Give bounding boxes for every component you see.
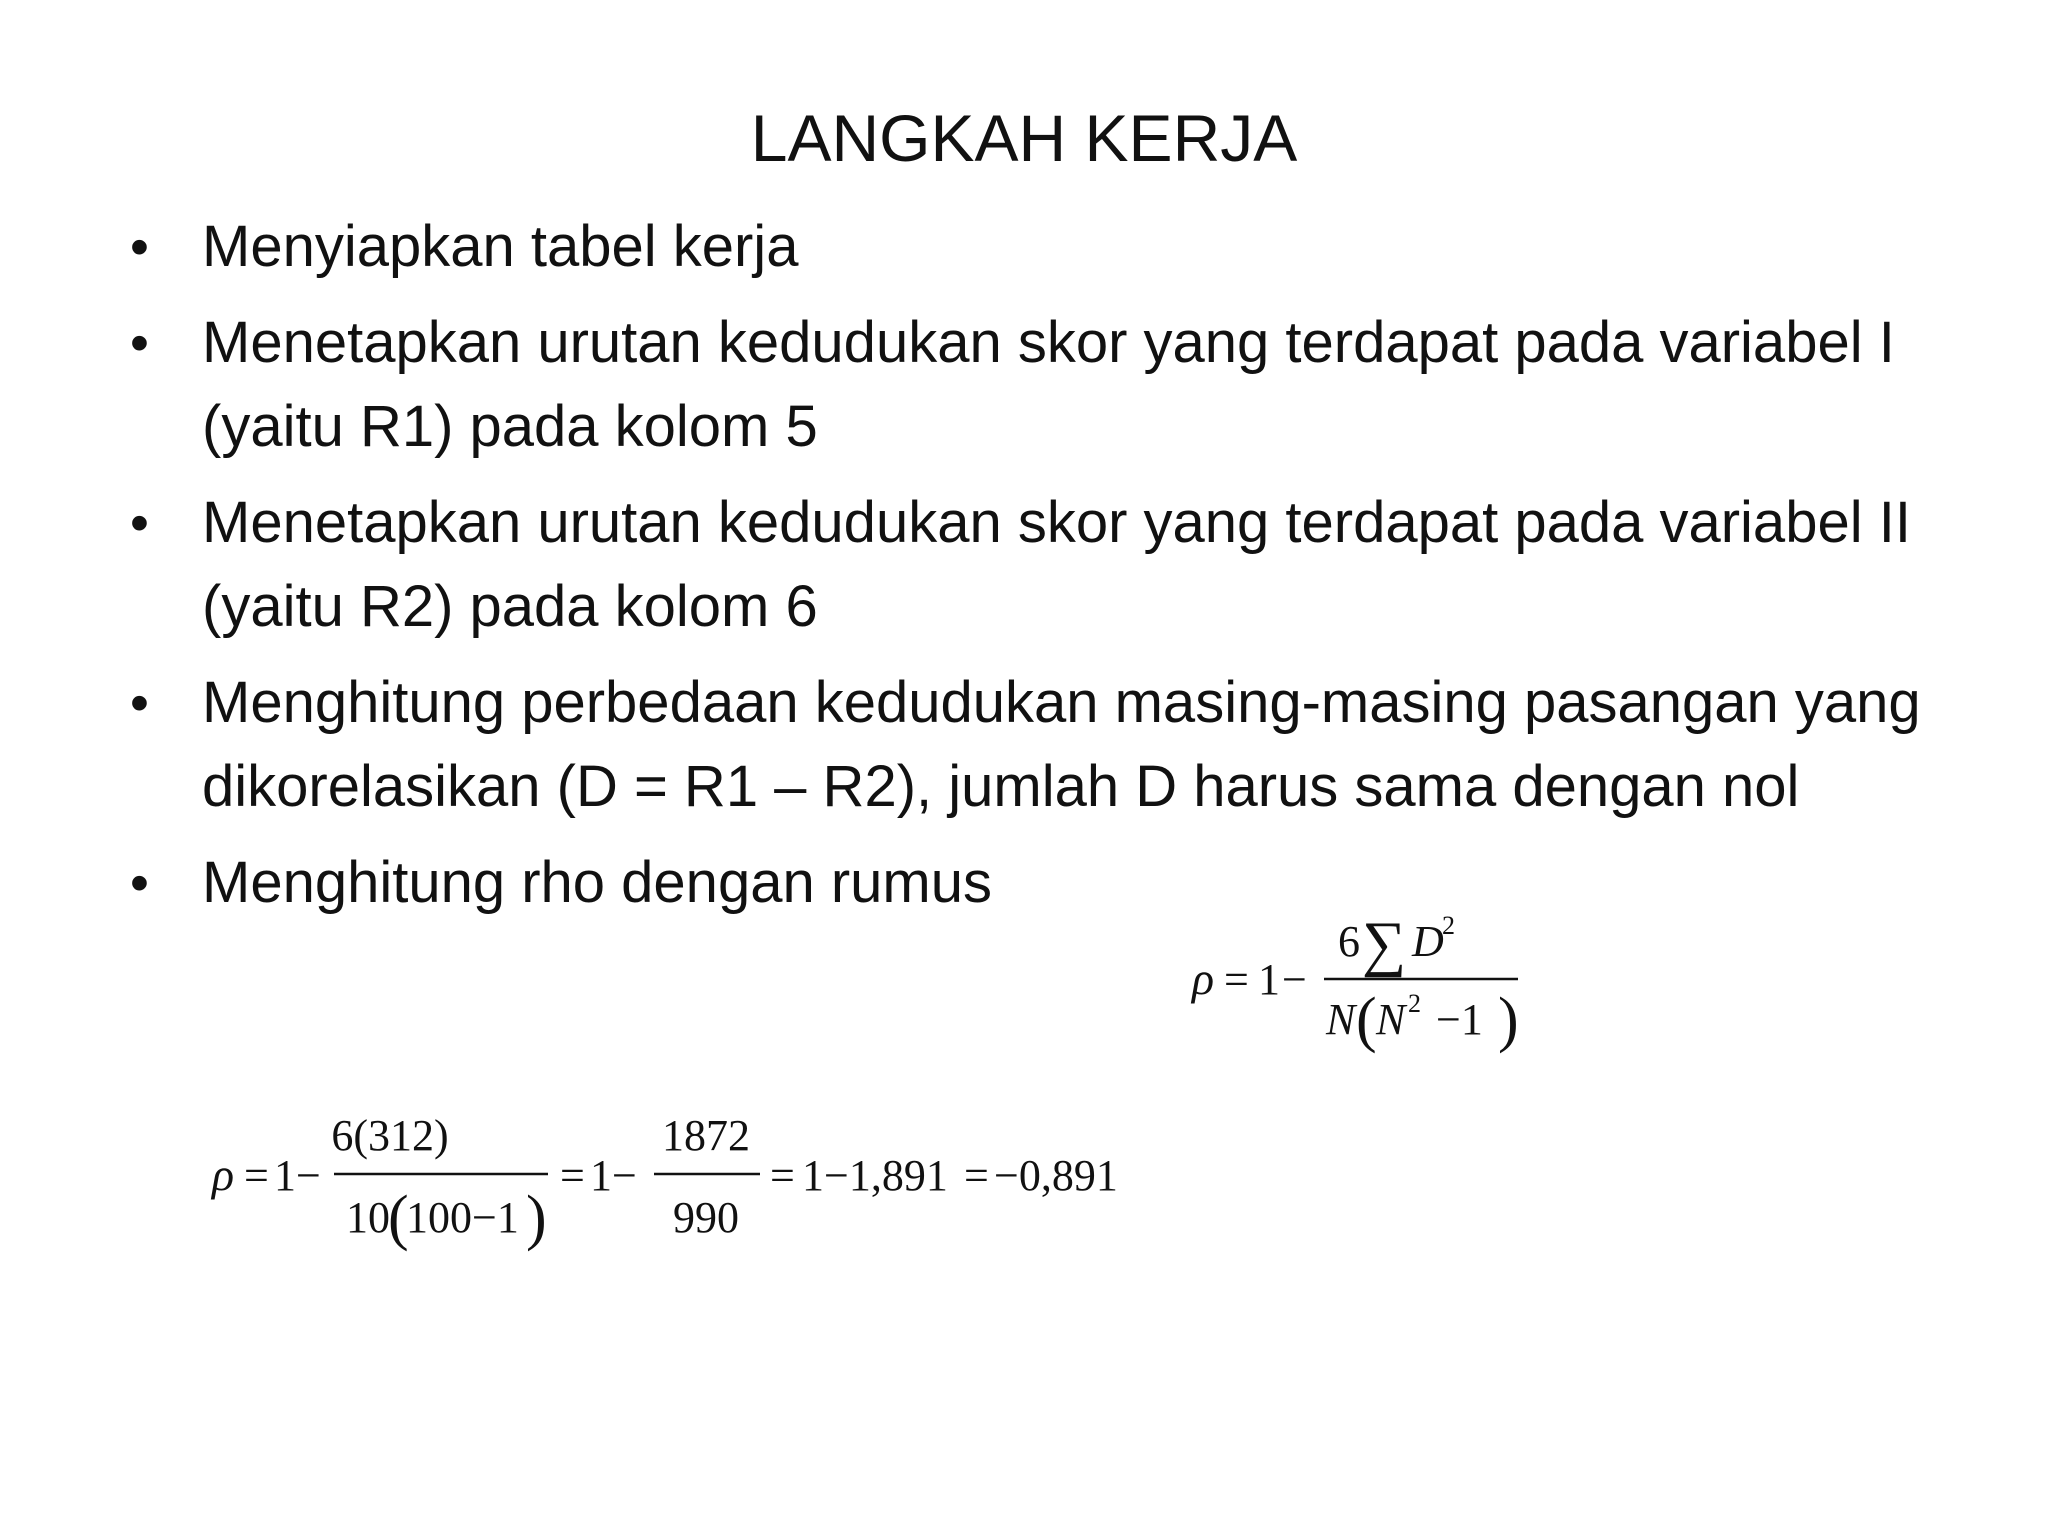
bullet-list bbox=[120, 205, 1960, 937]
bullet-item bbox=[120, 301, 1960, 469]
denominator-close-paren: ) bbox=[1498, 986, 1519, 1054]
fraction1-denominator-open: ( bbox=[388, 1184, 409, 1252]
bullet-item bbox=[120, 661, 1960, 829]
bullet-text: Menyiapkan tabel kerja bbox=[202, 214, 799, 279]
rho-symbol: ρ bbox=[1192, 953, 1215, 1004]
subtraction-step: 1−1,891 bbox=[802, 1151, 948, 1200]
denominator-inner-n: N bbox=[1376, 995, 1406, 1044]
rho-result: −0,891 bbox=[994, 1151, 1118, 1200]
fraction1-denominator-a: 10 bbox=[346, 1193, 390, 1242]
slide-title: LANGKAH KERJA bbox=[750, 101, 1298, 175]
denominator-n: N bbox=[1326, 995, 1356, 1044]
bullet-marker: • bbox=[130, 673, 149, 733]
bullet-item bbox=[120, 481, 1960, 649]
bullet-text: Menghitung rho dengan rumus bbox=[202, 850, 992, 915]
fraction2-numerator: 1872 bbox=[662, 1111, 750, 1160]
bullet-text: Menghitung perbedaan kedudukan masing-masing pasangan yang dikorelasikan (D = R1 – R2), jumlah D harus sama dengan nol bbox=[202, 670, 1921, 819]
rho-symbol: ρ bbox=[212, 1149, 235, 1200]
bullet-text: Menetapkan urutan kedudukan skor yang terdapat pada variabel II (yaitu R2) pada kolom 6 bbox=[202, 490, 1911, 639]
bullet-marker: • bbox=[130, 853, 149, 913]
bullet-marker: • bbox=[130, 217, 149, 277]
fraction1-numerator: 6(312) bbox=[331, 1111, 449, 1160]
bullet-text: Menetapkan urutan kedudukan skor yang terdapat pada variabel I (yaitu R1) pada kolom 5 bbox=[202, 310, 1895, 459]
minus-sign: − bbox=[1282, 955, 1307, 1004]
equals-sign: = bbox=[560, 1151, 585, 1200]
rho-calculation bbox=[208, 1108, 1148, 1258]
equals-sign: = bbox=[770, 1151, 795, 1200]
one-value: 1 bbox=[1258, 955, 1280, 1004]
equals-sign: = bbox=[964, 1151, 989, 1200]
one-minus: 1− bbox=[590, 1151, 637, 1200]
numerator-exponent: 2 bbox=[1442, 911, 1455, 940]
numerator-variable: D bbox=[1412, 917, 1444, 966]
denominator-open-paren: ( bbox=[1356, 986, 1377, 1054]
one-minus: 1− bbox=[274, 1151, 321, 1200]
bullet-item bbox=[120, 205, 1960, 289]
bullet-item bbox=[120, 841, 1960, 925]
equals-sign: = bbox=[244, 1151, 269, 1200]
fraction1-denominator-inner: 100−1 bbox=[406, 1193, 519, 1242]
denominator-inner-exponent: 2 bbox=[1408, 989, 1421, 1018]
equals-sign: = bbox=[1224, 955, 1249, 1004]
spearman-rho-formula bbox=[1190, 904, 1530, 1064]
bullet-marker: • bbox=[130, 493, 149, 553]
bullet-marker: • bbox=[130, 313, 149, 373]
fraction2-denominator: 990 bbox=[673, 1193, 739, 1242]
fraction1-denominator-close: ) bbox=[526, 1184, 547, 1252]
sigma-symbol: ∑ bbox=[1362, 910, 1407, 978]
denominator-inner-rest: −1 bbox=[1436, 995, 1483, 1044]
numerator-coefficient: 6 bbox=[1338, 917, 1360, 966]
